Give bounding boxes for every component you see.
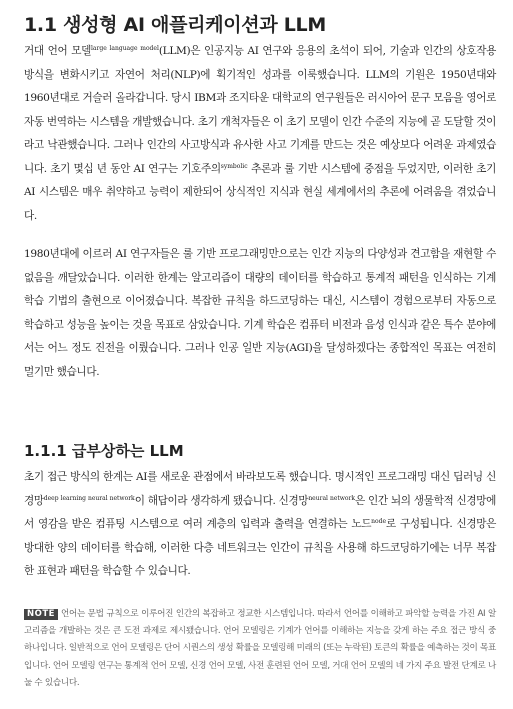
paragraph-llm-origins: [24, 40, 496, 228]
paragraph-text: 거대 언어 모델: [24, 45, 91, 57]
note-text: 언어는 문법 규칙으로 이루어진 인간의 복잡하고 정교한 시스템입니다. 따라서 언어를 이해하고 파악할 능력을 가진 AI 알고리즘을 개발하는 것은 큰 도전 과제로 제시됐습니다. 언어 모델링은 기계가 언어를 이해하는 지능을 갖게 하는 주요 접근 방식 중 하나입니다. 일반적으로 언어 모델링은 단어 시퀀스의 생성 확률을 모델링해 미래의 (또는 누락된) 토큰의 확률을 예측하는 것이 목표입니다. 언어 모델링 연구는 통계적 언어 모델, 신경 언어 모델, 사전 훈련된 언어 모델, 거대 언어 모델의 네 가지 주요 발전 단계로 나눌 수 있습니다.: [24, 609, 496, 688]
english-gloss: deep learning neural network: [43, 494, 135, 502]
paragraph-text: (LLM)은 인공지능 AI 연구와 응용의 초석이 되어, 기술과 인간의 상호작용 방식을 변화시키고 자연어 처리(NLP)에 획기적인 성과를 이룩했습니다. LLM의 기원은 1950년대와 1960년대로 거슬러 올라갑니다. 당시 IBM과 조지타운 대학교의 연구원들은 러시아어 문구 모음을 영어로 자동 번역하는 시스템을 개발했습니다. 초기 개척자들은 이 초기 모델이 인간 수준의 지능에 곧 도달할 것이라고 낙관했습니다. 그러나 인간의 사고방식과 유사한 사고 기계를 만드는 것은 예상보다 어려운 과제였습니다. 초기 몇십 년 동안 AI 연구는 기호주의: [24, 45, 497, 175]
paragraph-text: 초기 접근 방식의 한계는 AI를 새로운 관점에서 바라보도록 했습니다. 명시적인 프로그래밍 대신 딥러닝 신경망: [24, 471, 496, 507]
english-gloss: neural network: [308, 494, 356, 502]
note-badge: NOTE: [24, 609, 58, 620]
english-gloss: large language model: [91, 45, 159, 52]
paragraph-text: 은 인간 뇌의 생물학적 신경망에서 영감을 받은 컴퓨팅 시스템으로 여러 계층의 입력과 출력을 연결하는 노드: [24, 494, 496, 530]
paragraph-text: 로 구성됩니다. 신경망은 방대한 양의 데이터를 학습해, 이러한 다층 네트워크는 인간이 규칙을 사용해 하드코딩하기에는 너무 복잡한 표현과 패턴을 학습할 수 있습니다.: [24, 518, 496, 577]
english-gloss: symbolic: [220, 162, 248, 170]
paragraph-text: 추론과 룰 기반 시스템에 중점을 두었지만, 이러한 초기 AI 시스템은 매우 취약하고 능력이 제한되어 상식적인 지식과 현실 세계에서의 추론에 어려움을 겪었습니다.: [24, 162, 496, 222]
note-box: [24, 606, 496, 692]
english-gloss: node: [371, 518, 386, 525]
section-title: 1.1 생성형 AI 애플리케이션과 LLM: [24, 14, 326, 36]
paragraph-text: 이 해답이라 생각하게 됐습니다. 신경망: [134, 494, 309, 507]
paragraph-neural-networks: [24, 466, 496, 584]
paragraph-machine-learning: 1980년대에 이르러 AI 연구자들은 룰 기반 프로그래밍만으로는 인간 지능의 다양성과 견고함을 재현할 수 없음을 깨달았습니다. 이러한 한계는 알고리즘이 대량의 데이터를 학습하고 통계적 패턴을 인식하는 기계 학습 기법의 출현으로 이어졌습니다. 복잡한 규칙을 하드코딩하는 대신, 시스템이 경험으로부터 자동으로 학습하고 성능을 높이는 것을 목표로 삼았습니다. 기계 학습은 컴퓨터 비전과 음성 인식과 같은 특수 분야에서는 어느 정도 진전을 이뤘습니다. 그러나 인공 일반 지능(AGI)을 달성하겠다는 종합적인 목표는 여전히 멀기만 했습니다.: [24, 248, 496, 378]
subsection-title: 1.1.1 급부상하는 LLM: [24, 442, 184, 460]
